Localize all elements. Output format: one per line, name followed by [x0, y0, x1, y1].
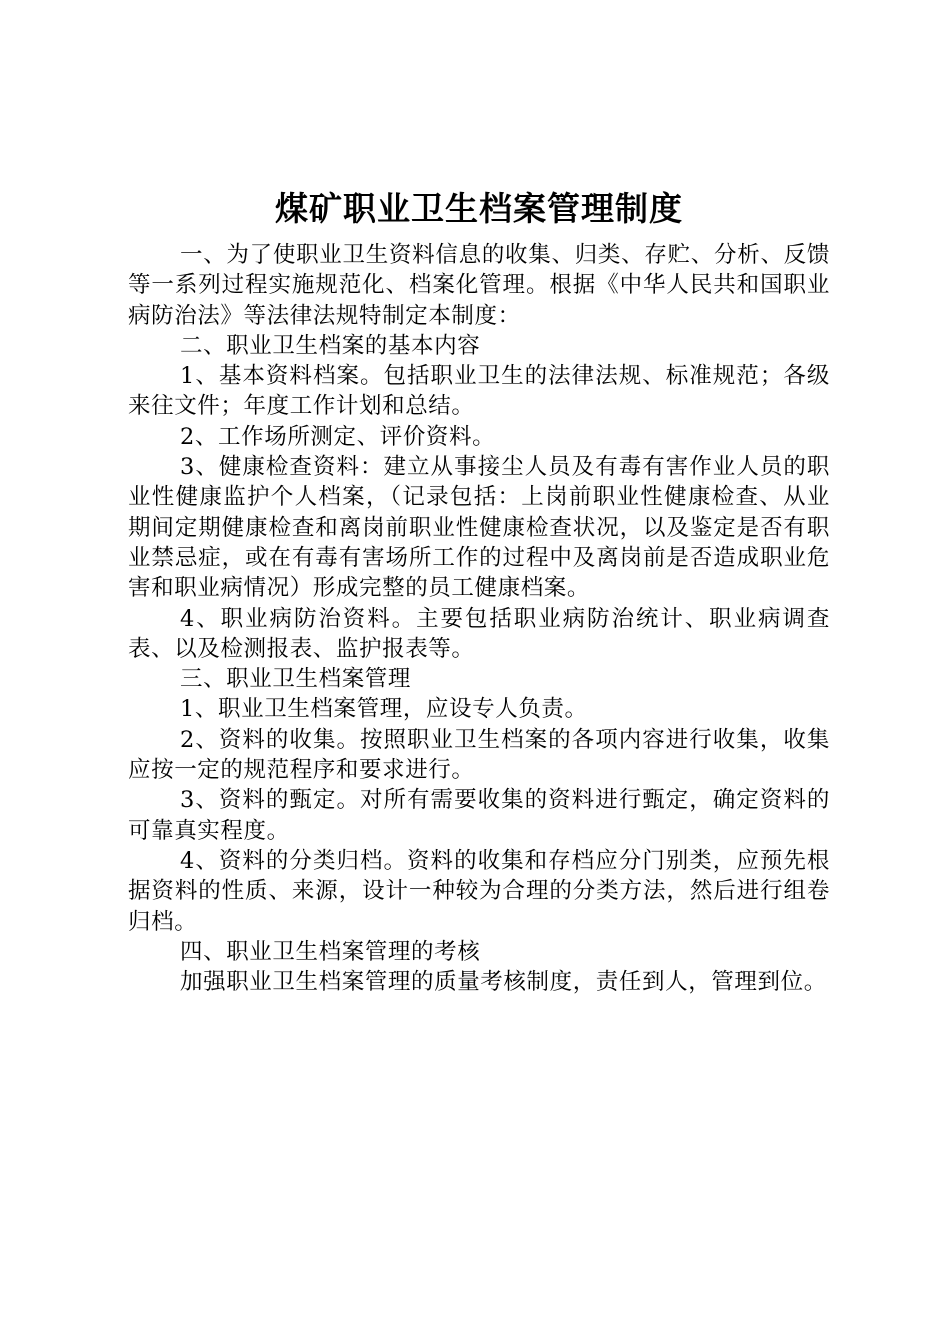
paragraph-dedicated-person: 1、职业卫生档案管理，应设专人负责。: [180, 696, 588, 723]
heading-archive-management: 三、职业卫生档案管理: [180, 666, 412, 693]
paragraph-classification: 4、资料的分类归档。资料的收集和存档应分门别类，应预先根据资料的性质、来源，设计一种较为合理的分类方法，然后进行组卷归档。: [128, 847, 830, 935]
paragraph-collection: 2、资料的收集。按照职业卫生档案的各项内容进行收集，收集应按一定的规范程序和要求进行。: [128, 726, 830, 784]
paragraph-verification: 3、资料的甄定。对所有需要收集的资料进行甄定，确定资料的可靠真实程度。: [128, 787, 830, 844]
paragraph-basic-archives: 1、基本资料档案。包括职业卫生的法律法规、标准规范；各级来往文件；年度工作计划和总结。: [128, 363, 830, 420]
heading-basic-content: 二、职业卫生档案的基本内容: [180, 332, 481, 359]
document-page: [128, 0, 830, 1344]
paragraph-health-check: 3、健康检查资料：建立从事接尘人员及有毒有害作业人员的职业性健康监护个人档案，（记录包括：上岗前职业性健康检查、从业期间定期健康检查和离岗前职业性健康检查状况，以及鉴定是否有职业禁忌症，或在有毒有害场所工作的过程中及离岗前是否造成职业危害和职业病情况）形成完整的员工健康档案。: [128, 454, 830, 602]
paragraph-workplace-assessment: 2、工作场所测定、评价资料。: [180, 423, 496, 450]
paragraph-responsibility: 加强职业卫生档案管理的质量考核制度，责任到人，管理到位。: [180, 969, 827, 996]
document-body: [128, 240, 830, 997]
paragraph-disease-prevention: 4、职业病防治资料。主要包括职业病防治统计、职业病调查表、以及检测报表、监护报表等。: [128, 605, 830, 662]
document-title: 煤矿职业卫生档案管理制度: [275, 189, 683, 228]
heading-assessment: 四、职业卫生档案管理的考核: [180, 938, 481, 965]
paragraph-purpose: 一、为了使职业卫生资料信息的收集、归类、存贮、分析、反馈等一系列过程实施规范化、档案化管理。根据《中华人民共和国职业病防治法》等法律法规特制定本制度：: [128, 242, 830, 329]
